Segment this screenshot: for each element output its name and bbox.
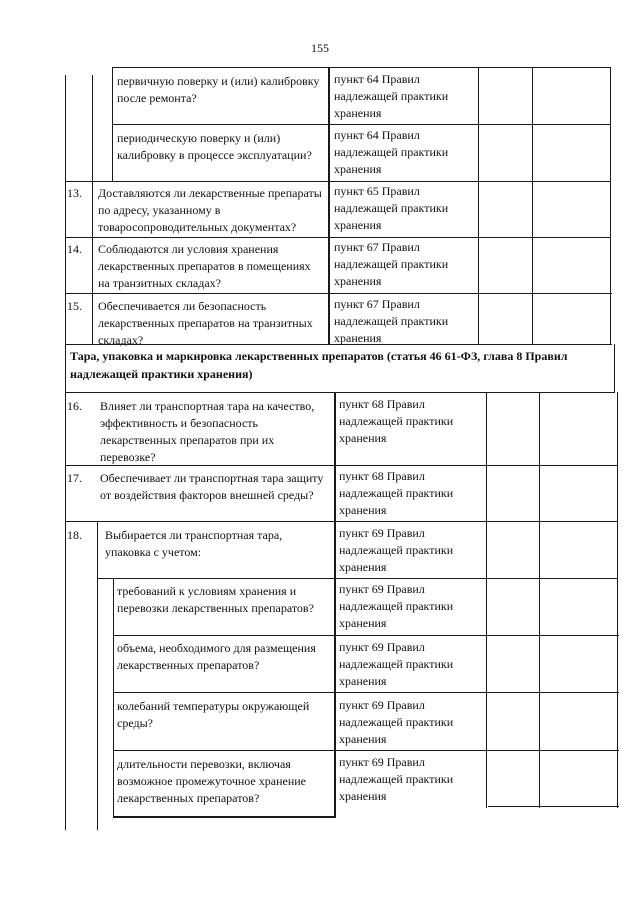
question-cell: объема, необходимого для размещения лекарственных препаратов? xyxy=(117,641,316,672)
row-number: 14. xyxy=(67,242,82,256)
reference-cell: пункт 69 Правил надлежащей практики хранения xyxy=(339,582,454,630)
reference-cell: пункт 67 Правил надлежащей практики хранения xyxy=(334,297,449,345)
row-divider xyxy=(113,750,619,751)
row-divider xyxy=(65,237,610,238)
column-divider xyxy=(92,75,93,345)
reference-cell: пункт 69 Правил надлежащей практики хранения xyxy=(339,526,454,574)
question-cell: Обеспечивает ли транспортная тара защиту от воздействия факторов внешней среды? xyxy=(100,471,324,502)
row-divider xyxy=(113,692,619,693)
row-divider xyxy=(65,392,615,393)
column-divider xyxy=(328,67,330,344)
question-cell: первичную поверку и (или) калибровку после ремонта? xyxy=(117,74,320,105)
question-cell: требований к условиям хранения и перевозки лекарственных препаратов? xyxy=(117,584,314,615)
reference-cell: пункт 68 Правил надлежащей практики хранения xyxy=(339,469,454,517)
column-divider xyxy=(539,392,540,808)
question-cell: Соблюдаются ли условия хранения лекарственных препаратов в помещениях на транзитных складах? xyxy=(98,242,311,290)
column-divider xyxy=(112,67,113,181)
question-cell: колебаний температуры окружающей среды? xyxy=(117,699,310,730)
question-cell: Влияет ли транспортная тара на качество, эффективность и безопасность лекарственных препаратов при их перевозке? xyxy=(100,399,315,464)
column-divider xyxy=(113,578,114,818)
row-divider xyxy=(65,181,610,182)
reference-cell: пункт 64 Правил надлежащей практики хранения xyxy=(334,128,449,176)
question-cell: Выбирается ли транспортная тара, упаковка с учетом: xyxy=(105,528,283,559)
column-divider xyxy=(610,67,611,344)
reference-cell: пункт 69 Правил надлежащей практики хранения xyxy=(339,755,454,803)
page-number: 155 xyxy=(311,41,329,55)
row-number: 16. xyxy=(67,399,82,413)
reference-cell: пункт 67 Правил надлежащей практики хранения xyxy=(334,240,449,288)
column-divider xyxy=(532,67,533,344)
row-divider xyxy=(113,816,335,818)
row-divider xyxy=(112,124,610,125)
row-divider xyxy=(113,635,619,636)
column-divider xyxy=(65,392,66,830)
column-divider xyxy=(65,344,66,392)
question-cell: Доставляются ли лекарственные препараты по адресу, указанному в товаросопроводительных документах? xyxy=(98,186,322,234)
column-divider xyxy=(97,521,98,830)
question-cell: длительности перевозки, включая возможное промежуточное хранение лекарственных препаратов? xyxy=(117,757,306,805)
question-cell: Обеспечивается ли безопасность лекарственных препаратов на транзитных складах? xyxy=(98,299,313,347)
row-number: 13. xyxy=(67,186,82,200)
row-divider xyxy=(112,67,610,68)
question-cell: периодическую поверку и (или) калибровку в процессе эксплуатации? xyxy=(117,131,312,162)
row-number: 15. xyxy=(67,299,82,313)
column-divider xyxy=(65,75,66,345)
column-divider xyxy=(334,392,336,818)
row-number: 17. xyxy=(67,471,82,485)
reference-cell: пункт 64 Правил надлежащей практики хранения xyxy=(334,72,449,120)
section-heading: Тара, упаковка и маркировка лекарственных препаратов (статья 46 61-ФЗ, глава 8 Правил надлежащей практики хранения) xyxy=(70,349,568,381)
row-number: 18. xyxy=(67,528,82,542)
row-divider xyxy=(65,521,617,522)
reference-cell: пункт 65 Правил надлежащей практики хранения xyxy=(334,184,449,232)
row-divider xyxy=(488,806,619,807)
row-divider xyxy=(65,293,612,294)
reference-cell: пункт 68 Правил надлежащей практики хранения xyxy=(339,397,454,445)
column-divider xyxy=(617,392,618,808)
reference-cell: пункт 69 Правил надлежащей практики хранения xyxy=(339,698,454,746)
reference-cell: пункт 69 Правил надлежащей практики хранения xyxy=(339,640,454,688)
